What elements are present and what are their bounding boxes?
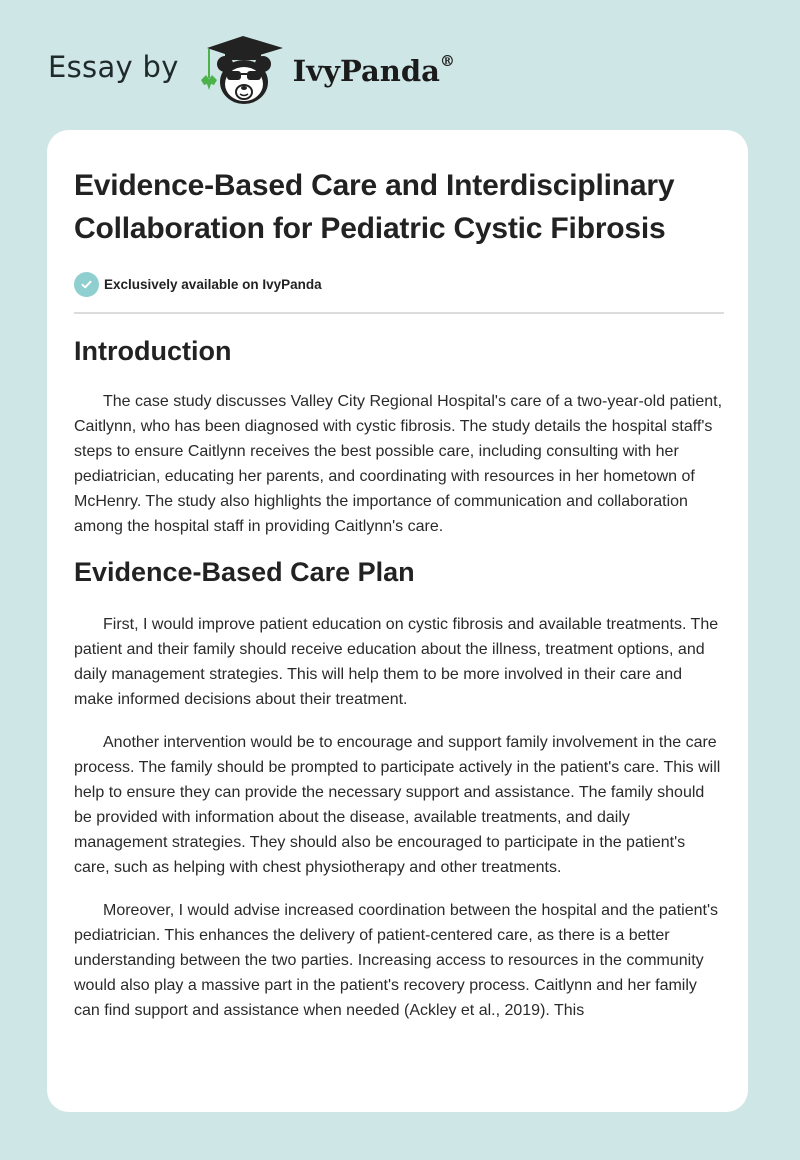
paragraph: Another intervention would be to encourage and support family involvement in the care process. The family should be prompted to participate actively in the patient's care. This will help to ensure they can provide the necessary support and assistance. The family should be provided with information about the disease, available treatments, and daily management strategies. They should also be encouraged to participate in the patient's care, such as helping with chest physiotherapy and other treatments. xyxy=(74,734,721,876)
panda-graduation-cap-icon xyxy=(197,30,289,110)
essay-card xyxy=(47,130,748,1112)
paragraph: First, I would improve patient education on cystic fibrosis and available treatments. The patient and their family should receive education about the illness, treatment options, and daily management strategies. This will help them to be more involved in their care and make informed decisions about their treatment. xyxy=(74,616,719,708)
exclusive-label: Exclusively available on IvyPanda xyxy=(104,276,322,292)
brand-name: IvyPanda® xyxy=(292,52,455,88)
exclusive-badge xyxy=(74,270,724,298)
section-heading-introduction: Introduction xyxy=(74,336,232,366)
paragraph: The case study discusses Valley City Regional Hospital's care of a two-year-old patient, Caitlynn, who has been diagnosed with cystic fibrosis. The study details the hospital staff's steps to ensure Caitlynn receives the best possible care, including consulting with her pediatrician, educating her parents, and coordinating with resources in her hometown of McHenry. The study also highlights the importance of communication and collaboration among the hospital staff in providing Caitlynn's care. xyxy=(74,393,723,535)
check-circle-icon xyxy=(74,272,99,297)
section-heading-care-plan: Evidence-Based Care Plan xyxy=(74,557,415,587)
essay-by-label: Essay by xyxy=(48,50,179,84)
divider xyxy=(74,312,724,314)
site-header xyxy=(48,30,455,110)
paragraph: Moreover, I would advise increased coordination between the hospital and the patient's pediatrician. This enhances the delivery of patient-centered care, as there is a better understanding between the two parties. Increasing access to resources in the community would also play a massive part in the patient's recovery process. Caitlynn and her family can find support and assistance when needed (Ackley et al., 2019). This xyxy=(74,902,718,1019)
essay-title: Evidence-Based Care and Interdisciplinary Collaboration for Pediatric Cystic Fibrosis xyxy=(74,169,675,245)
essay-content xyxy=(74,164,724,1023)
